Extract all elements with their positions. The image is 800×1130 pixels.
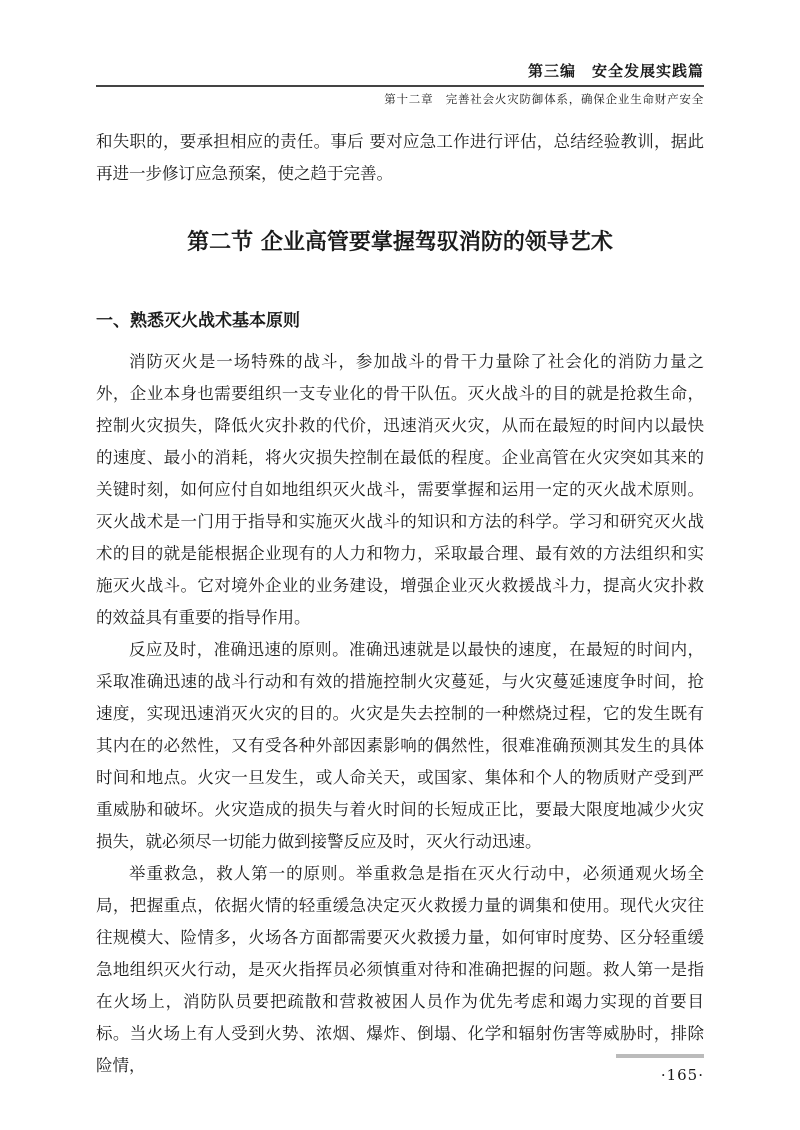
body-paragraph: 举重救急，救人第一的原则。举重救急是指在灭火行动中，必须通观火场全局，把握重点，依据火情的轻重缓急决定灭火救援力量的调集和使用。现代火灾往往规模大、险情多，火场各方面都需要灭火救援力量，如何审时度势、区分轻重缓急地组织灭火行动，是灭火指挥员必须慎重对待和准确把握的问题。救人第一是指在火场上，消防队员要把疏散和营救被困人员作为优先考虑和竭力实现的首要目标。当火场上有人受到火势、浓烟、爆炸、倒塌、化学和辐射伤害等威胁时，排除险情， [96,864,704,1075]
header-part-title: 第三编 安全发展实践篇 [527,62,704,80]
header-rule [96,85,704,87]
header-chapter-title: 第十二章 完善社会火灾防御体系，确保企业生命财产安全 [384,92,704,106]
footer-rule [616,1054,704,1058]
body-paragraph: 消防灭火是一场特殊的战斗，参加战斗的骨干力量除了社会化的消防力量之外，企业本身也需要组织一支专业化的骨干队伍。灭火战斗的目的就是抢救生命，控制火灾损失，降低火灾扑救的代价，迅速消灭火灾，从而在最短的时间内以最快的速度、最小的消耗，将火灾损失控制在最低的程度。企业高管在火灾突如其来的关键时刻，如何应付自如地组织灭火战斗，需要掌握和运用一定的灭火战术原则。灭火战术是一门用于指导和实施灭火战斗的知识和方法的科学。学习和研究灭火战术的目的就是能根据企业现有的人力和物力，采取最合理、最有效的方法组织和实施灭火战斗。它对境外企业的业务建设，增强企业灭火救援战斗力，提高火灾扑救的效益具有重要的指导作用。 [96,352,704,627]
section-title: 第二节 企业高管要掌握驾驭消防的领导艺术 [187,230,613,255]
subsection-title: 一、熟悉灭火战术基本原则 [96,311,300,331]
body-paragraph: 反应及时，准确迅速的原则。准确迅速就是以最快的速度，在最短的时间内，采取准确迅速的战斗行动和有效的措施控制火灾蔓延，与火灾蔓延速度争时间，抢速度，实现迅速消灭火灾的目的。火灾是失去控制的一种燃烧过程，它的发生既有其内在的必然性，又有受各种外部因素影响的偶然性，很难准确预测其发生的具体时间和地点。火灾一旦发生，或人命关天，或国家、集体和个人的物质财产受到严重威胁和破坏。火灾造成的损失与着火时间的长短成正比，要最大限度地减少火灾损失，就必须尽一切能力做到接警反应及时，灭火行动迅速。 [96,640,704,851]
page-content [96,126,704,1082]
page-number: ·165· [660,1066,704,1084]
continuation-paragraph: 和失职的，要承担相应的责任。事后 要对应急工作进行评估，总结经验教训，据此再进一步修订应急预案，使之趋于完善。 [96,132,704,183]
running-header [96,56,704,116]
